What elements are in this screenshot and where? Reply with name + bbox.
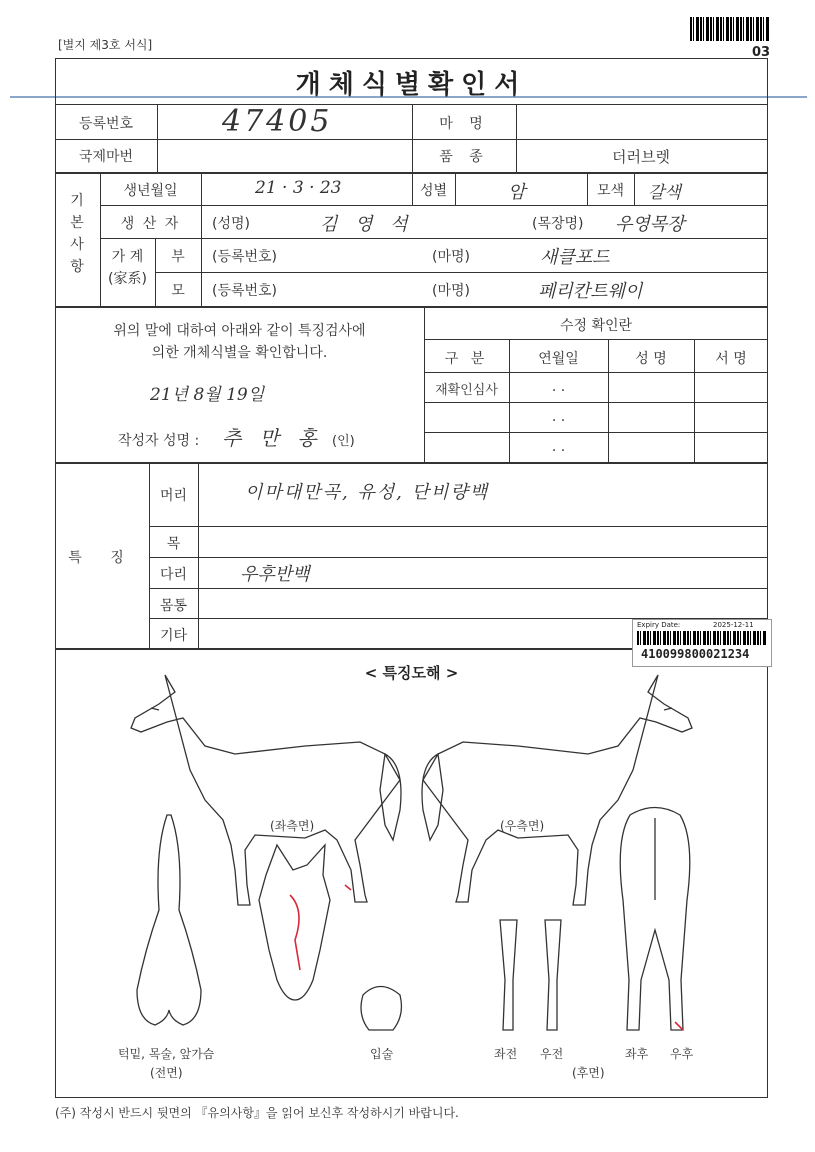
- right-side-label: (우측면): [500, 819, 545, 833]
- author-label: 작성자 성명 :: [118, 433, 200, 449]
- revision-title: 수정 확인란: [559, 318, 633, 334]
- rule: [634, 172, 635, 205]
- reg-no-value: 47405: [222, 104, 333, 139]
- dam-reg-label: (등록번호): [212, 283, 278, 299]
- coat-value: 갈색: [648, 183, 681, 203]
- revision-header-type: 구 분: [444, 351, 489, 367]
- rule: [424, 402, 768, 403]
- revision-header-name: 성 명: [635, 351, 667, 367]
- confirm-statement-1: 위의 말에 대하여 아래와 같이 특징검사에: [113, 323, 366, 339]
- birth-value: 21 · 3 · 23: [255, 178, 342, 198]
- breeder-name-value: 김 영 석: [320, 214, 414, 235]
- neck-label: 목: [166, 536, 181, 552]
- page-code: 03: [752, 45, 771, 60]
- rule: [149, 526, 768, 527]
- horse-front-legs: [500, 920, 561, 1030]
- birth-label: 생년월일: [123, 183, 178, 199]
- rule: [157, 104, 158, 172]
- rule: [455, 172, 456, 205]
- hind-right-caption: 우후: [670, 1047, 694, 1061]
- horse-right-side: [422, 675, 692, 905]
- revision-header-date: 연월일: [538, 351, 579, 367]
- reg-no-label: 등록번호: [78, 116, 134, 132]
- sire-name-label: (마명): [432, 249, 470, 265]
- breed-label: 품 종: [439, 149, 489, 165]
- dam-label: 모: [171, 283, 185, 299]
- revision-row-date: . .: [551, 409, 566, 425]
- head-label: 머리: [159, 488, 188, 504]
- form-number: [별지 제3호 서식]: [58, 38, 153, 52]
- front-view-label: (전면): [150, 1066, 183, 1080]
- form-title: 개체식별확인서: [295, 70, 528, 100]
- confirm-date: 21년 8월 19일: [150, 385, 265, 405]
- author-value: 추 만 홍: [222, 426, 323, 450]
- rule: [424, 432, 768, 433]
- horse-name-label: 마 명: [439, 116, 489, 132]
- basic-section-text: 기본사항: [70, 193, 84, 275]
- confirm-statement-2: 의한 개체식별을 확인합니다.: [151, 345, 328, 361]
- front-caption: 턱밑, 목술, 앞가슴: [118, 1047, 215, 1061]
- features-section-label: 특 징: [68, 550, 136, 566]
- front-left-caption: 좌전: [494, 1047, 518, 1061]
- coat-label: 모색: [596, 183, 625, 199]
- sire-name-value: 새클포드: [540, 247, 610, 268]
- horse-front-view: [137, 815, 201, 1025]
- lineage-hanja: (家系): [108, 271, 147, 287]
- rear-view-label: (후면): [572, 1066, 605, 1080]
- sire-label: 부: [171, 249, 185, 265]
- dam-name-value: 페리칸트웨이: [538, 281, 643, 302]
- intl-no-label: 국제마번: [78, 149, 134, 165]
- rule: [198, 462, 199, 648]
- horse-head-front: [259, 845, 351, 1000]
- rule: [55, 306, 768, 308]
- dam-name-label: (마명): [432, 283, 470, 299]
- breed-value: 더러브렛: [612, 148, 670, 166]
- basic-section-label: [62, 190, 92, 278]
- horse-muzzle: [361, 987, 401, 1031]
- rule: [424, 339, 768, 340]
- body-label: 몸통: [159, 598, 188, 614]
- sticker-expiry-value: 2025-12-11: [713, 621, 754, 629]
- legs-value: 우후반백: [240, 564, 310, 585]
- farm-value: 우영목장: [615, 214, 685, 235]
- front-right-caption: 우전: [540, 1047, 564, 1061]
- revision-row-date: . .: [551, 379, 566, 395]
- footer-note: (주) 작성시 반드시 뒷면의 『유의사항』을 읽어 보신후 작성하시기 바랍니다.: [55, 1106, 459, 1120]
- rule: [149, 588, 768, 589]
- rule: [149, 557, 768, 558]
- sticker-expiry-label: Expiry Date:: [637, 621, 681, 629]
- sex-value: 암: [508, 182, 526, 203]
- sticker-barcode: [637, 631, 767, 645]
- left-side-label: (좌측면): [270, 819, 315, 833]
- head-value: 이마대만곡, 유성, 단비량백: [245, 482, 490, 503]
- lineage-label: [100, 246, 155, 290]
- rule: [55, 462, 768, 464]
- farm-label: (목장명): [532, 216, 584, 232]
- legs-label: 다리: [159, 567, 188, 583]
- etc-label: 기타: [159, 628, 188, 644]
- horse-left-side: [131, 675, 401, 905]
- diagram-title: < 특징도해 >: [364, 664, 459, 682]
- rule: [201, 172, 202, 306]
- horse-rear-view: [620, 808, 690, 1031]
- hind-left-caption: 좌후: [625, 1047, 649, 1061]
- rule: [424, 372, 768, 373]
- horse-diagram: [55, 650, 768, 1095]
- rule: [155, 272, 768, 273]
- breeder-name-label: (성명): [212, 216, 250, 232]
- muzzle-caption: 입술: [370, 1047, 394, 1061]
- rule: [516, 104, 517, 172]
- document-barcode: [690, 17, 770, 41]
- sex-label: 성별: [419, 183, 448, 199]
- author-seal: (인): [332, 434, 355, 449]
- revision-row-type: 재확인심사: [435, 383, 498, 398]
- revision-row-date: . .: [551, 439, 566, 455]
- sire-reg-label: (등록번호): [212, 249, 278, 265]
- sticker-code: 410099800021234: [641, 647, 750, 661]
- breeder-label: 생 산 자: [120, 216, 181, 232]
- lineage-text: 가 계: [111, 249, 144, 265]
- revision-header-sign: 서 명: [715, 351, 747, 367]
